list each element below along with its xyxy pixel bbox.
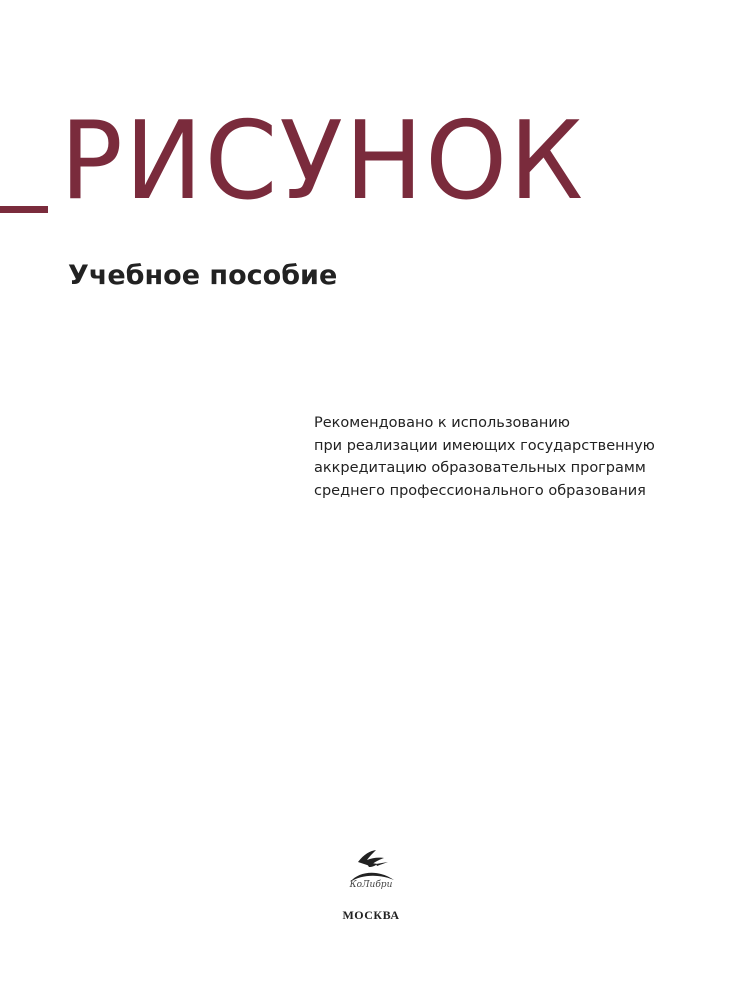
book-title: РИСУНОК bbox=[60, 99, 586, 224]
book-subtitle: Учебное пособие bbox=[68, 260, 338, 291]
recommendation-line: при реализации имеющих государственную bbox=[314, 437, 655, 454]
recommendation-line: Рекомендовано к использованию bbox=[314, 415, 570, 431]
title-underscore bbox=[0, 206, 48, 213]
publisher-city: МОСКВА bbox=[342, 908, 400, 922]
recommendation-line: среднего профессионального образования bbox=[314, 482, 646, 499]
publisher-block bbox=[316, 848, 426, 923]
publisher-name: КоЛибри bbox=[349, 880, 393, 890]
publisher-logo bbox=[316, 848, 426, 898]
recommendation-block bbox=[314, 412, 734, 502]
recommendation-line: аккредитацию образовательных программ bbox=[314, 460, 646, 476]
